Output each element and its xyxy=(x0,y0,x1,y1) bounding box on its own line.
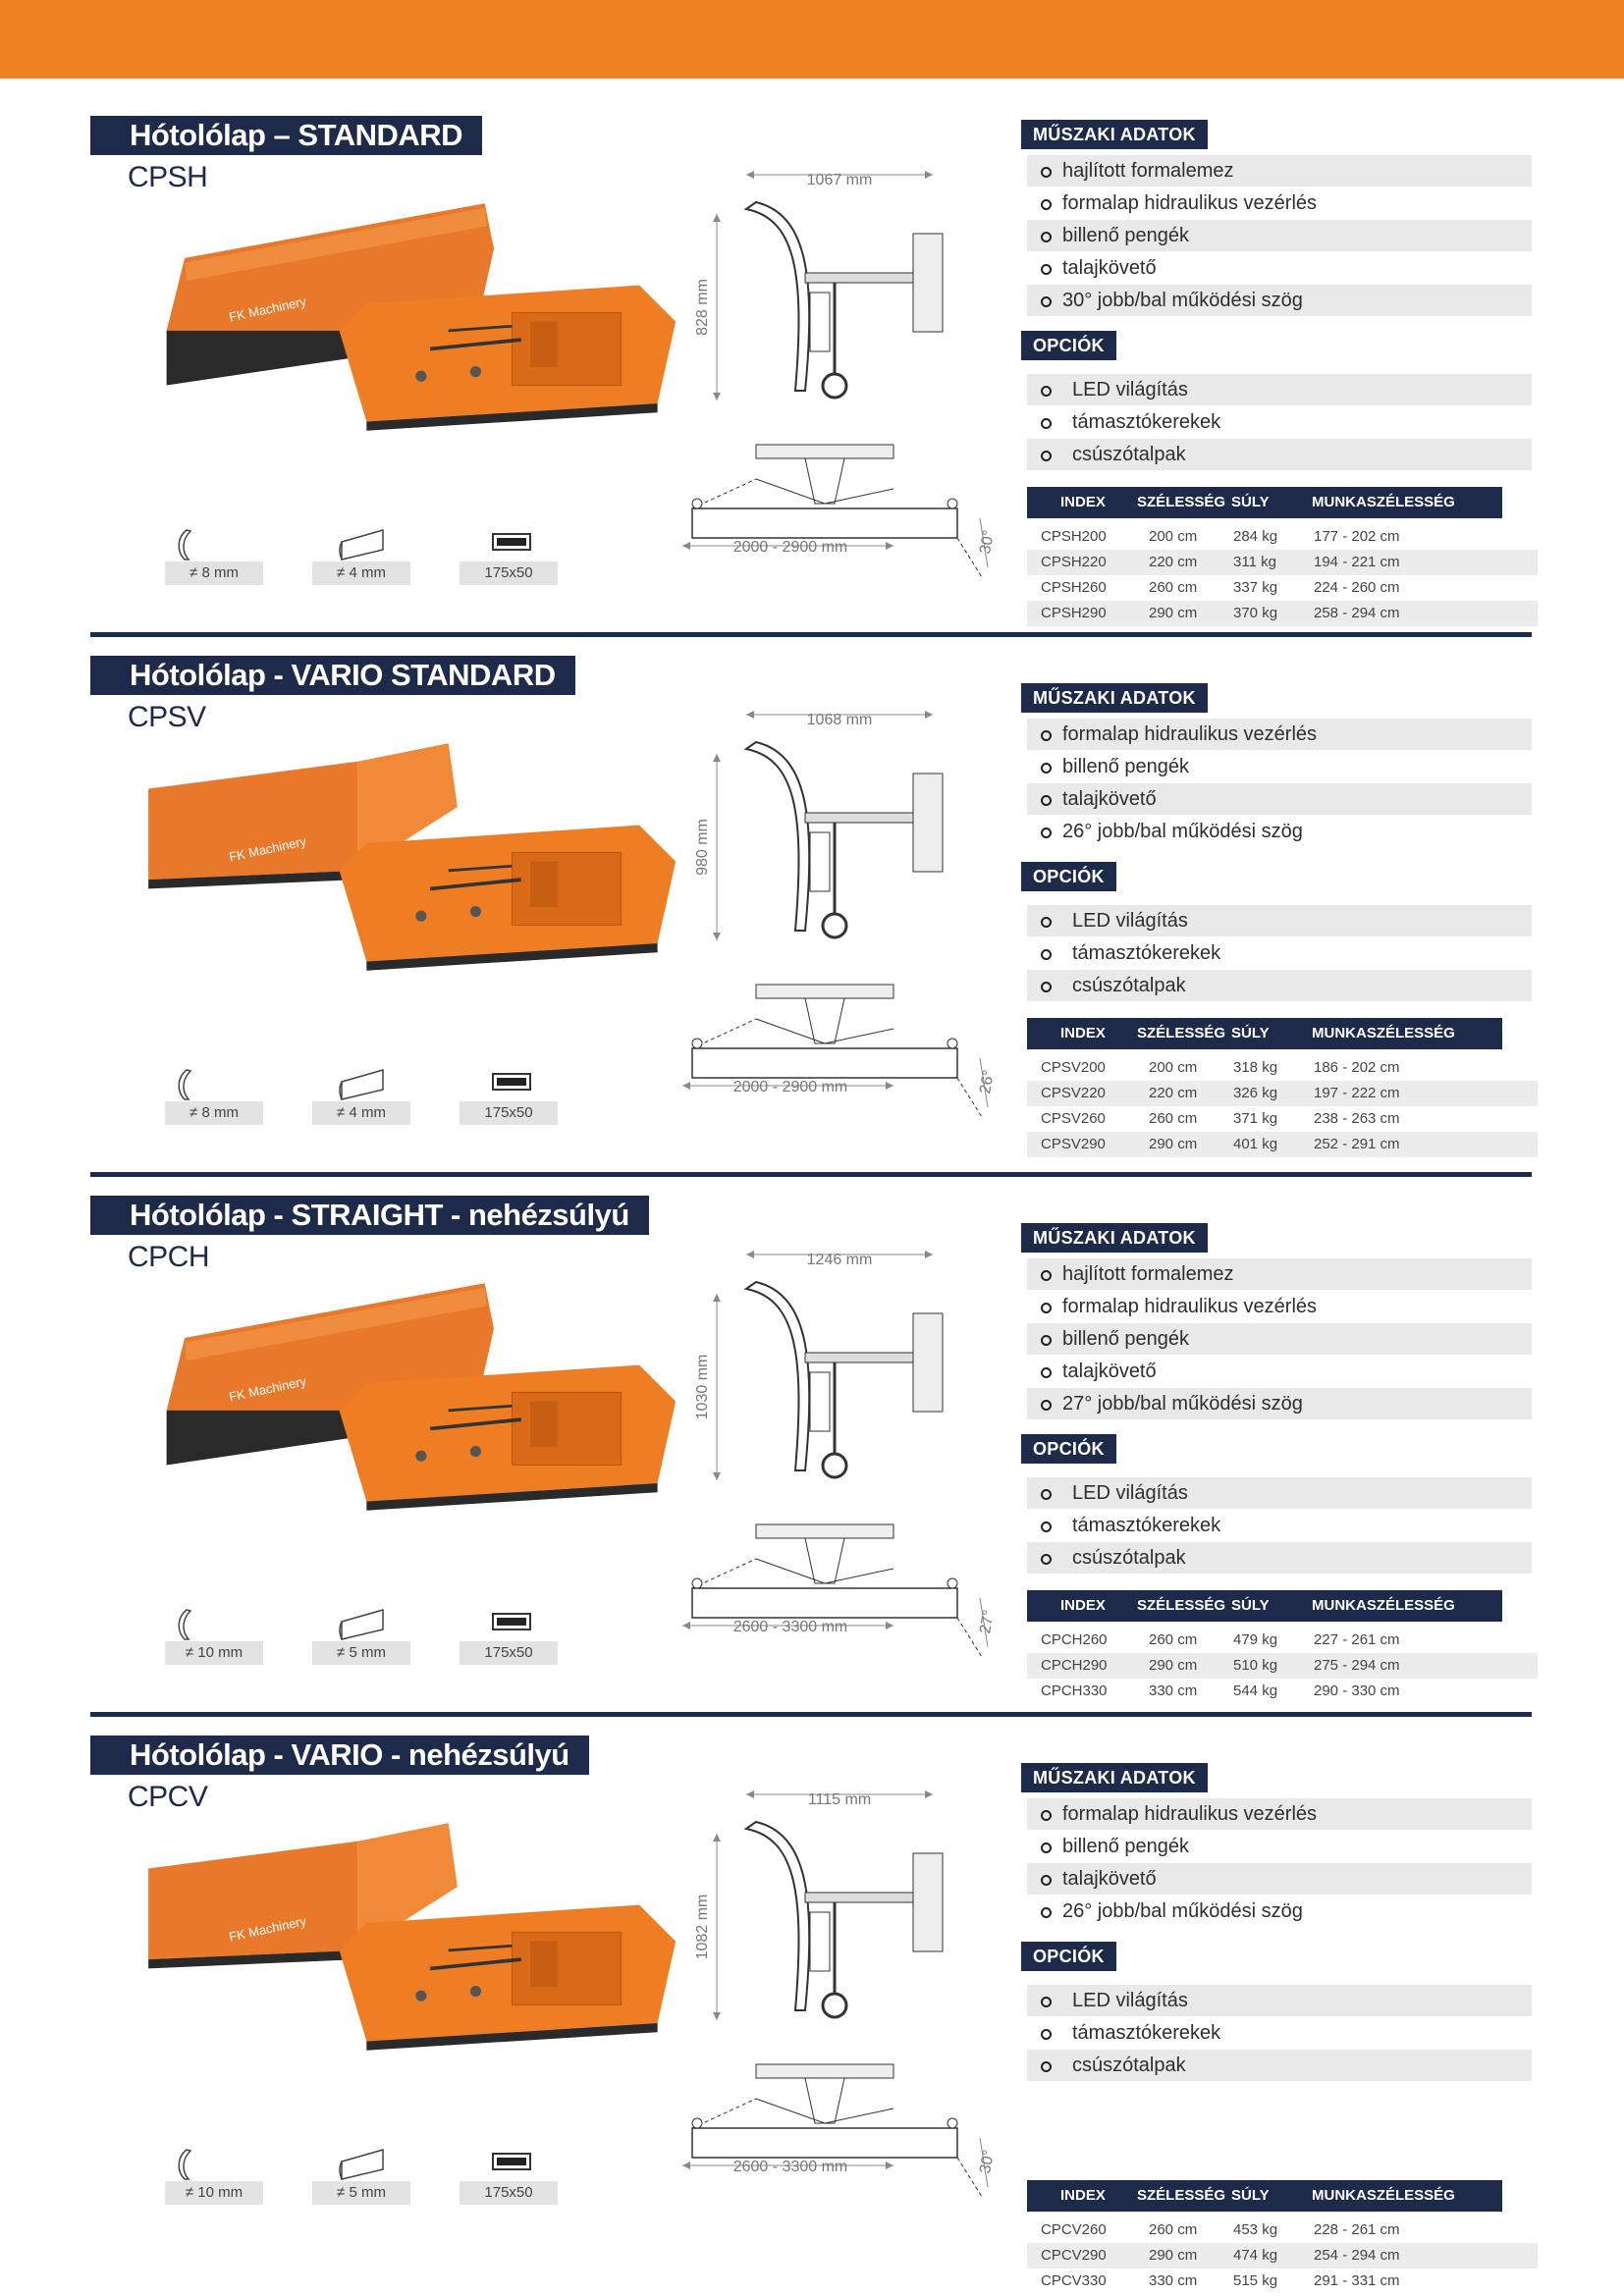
option-item-label: LED világítás xyxy=(1072,910,1188,932)
option-item-label: támasztókerekek xyxy=(1072,411,1221,433)
option-item-label: LED világítás xyxy=(1072,379,1188,400)
top-view-diagram xyxy=(668,430,1001,626)
table-cell: 290 cm xyxy=(1149,605,1198,621)
table-cell: 258 - 294 cm xyxy=(1314,605,1400,621)
option-item xyxy=(1027,1985,1532,2017)
product-section xyxy=(0,656,1624,1196)
option-item xyxy=(1027,439,1532,471)
options-header: OPCIÓK xyxy=(1021,862,1116,891)
option-item-label: támasztókerekek xyxy=(1072,1515,1221,1536)
blade-spec-item xyxy=(460,2148,558,2207)
blade-spec-item xyxy=(312,2148,410,2207)
bullet-icon xyxy=(1041,264,1052,275)
option-item-label: csúszótalpak xyxy=(1072,2055,1186,2076)
table-row xyxy=(1027,1106,1538,1132)
blade-spec-item xyxy=(460,528,558,587)
spec-item-label: talajkövető xyxy=(1062,257,1157,279)
bullet-icon xyxy=(1041,917,1052,928)
table-cell: 330 cm xyxy=(1149,2272,1198,2289)
table-cell: 311 kg xyxy=(1233,554,1276,570)
bullet-icon xyxy=(1041,2029,1052,2040)
curved-blade-icon xyxy=(165,528,263,561)
table-row xyxy=(1027,550,1538,575)
column-header: SÚLY xyxy=(1231,494,1270,510)
side-height-label: 980 mm xyxy=(694,819,711,876)
options-header: OPCIÓK xyxy=(1021,331,1116,360)
bullet-icon xyxy=(1041,1400,1052,1411)
spec-item xyxy=(1027,1896,1532,1928)
bullet-icon xyxy=(1041,2061,1052,2072)
table-row xyxy=(1027,524,1538,550)
option-item xyxy=(1027,1477,1532,1510)
table-row xyxy=(1027,1081,1538,1106)
blade-spec-item xyxy=(165,1068,263,1127)
table-cell: 260 cm xyxy=(1149,579,1198,596)
spec-item xyxy=(1027,220,1532,252)
table-row xyxy=(1027,575,1538,601)
option-item-label: LED világítás xyxy=(1072,1482,1188,1504)
blade-spec-item xyxy=(312,1608,410,1667)
blade-spec-item xyxy=(312,1068,410,1127)
table-cell: 370 kg xyxy=(1233,605,1278,621)
models-table xyxy=(1027,487,1538,626)
table-cell: 291 - 331 cm xyxy=(1314,2272,1400,2289)
table-cell: 318 kg xyxy=(1233,1059,1278,1076)
product-section xyxy=(0,116,1624,656)
curved-blade-icon xyxy=(165,1608,263,1641)
product-code: CPCH xyxy=(128,1241,210,1273)
option-item-label: csúszótalpak xyxy=(1072,444,1186,465)
section-divider xyxy=(90,632,1532,637)
table-cell: 544 kg xyxy=(1233,1682,1278,1699)
product-photo xyxy=(108,1274,707,1520)
spec-item-label: 26° jobb/bal működési szög xyxy=(1062,821,1303,842)
blade-spec-label: 175x50 xyxy=(460,1101,558,1125)
product-title: Hótolólap - VARIO STANDARD xyxy=(90,656,575,695)
bullet-icon xyxy=(1041,1335,1052,1346)
table-cell: CPSV200 xyxy=(1041,1059,1106,1076)
spec-item-label: 30° jobb/bal működési szög xyxy=(1062,290,1303,311)
spec-item-label: billenő pengék xyxy=(1062,225,1189,246)
curved-blade-icon xyxy=(165,1068,263,1101)
table-cell: CPCH260 xyxy=(1041,1631,1108,1648)
spec-item-label: talajkövető xyxy=(1062,1868,1157,1890)
side-height-label: 1030 mm xyxy=(694,1354,711,1420)
side-width-label: 1067 mm xyxy=(806,172,873,188)
product-title: Hótolólap - STRAIGHT - nehézsúlyú xyxy=(90,1196,649,1235)
table-row xyxy=(1027,2217,1538,2243)
svg-text:FK Machinery: FK Machinery xyxy=(227,1913,308,1945)
table-cell: 275 - 294 cm xyxy=(1314,1657,1400,1674)
top-view-diagram xyxy=(668,970,1001,1166)
table-cell: CPSH260 xyxy=(1041,579,1107,596)
top-view-diagram xyxy=(668,1510,1001,1706)
bullet-icon xyxy=(1041,1842,1052,1853)
table-cell: 326 kg xyxy=(1233,1085,1278,1101)
spec-item xyxy=(1027,1291,1532,1323)
spec-item xyxy=(1027,719,1532,751)
side-view-diagram xyxy=(687,1775,992,2030)
blade-spec-item xyxy=(460,1068,558,1127)
option-item xyxy=(1027,374,1532,406)
table-cell: 290 - 330 cm xyxy=(1314,1682,1400,1699)
bullet-icon xyxy=(1041,451,1052,461)
option-item xyxy=(1027,1510,1532,1542)
flat-plate-icon xyxy=(312,2148,410,2181)
table-cell: 290 cm xyxy=(1149,1657,1198,1674)
column-header: SZÉLESSÉG xyxy=(1137,1597,1226,1614)
spec-item-label: talajkövető xyxy=(1062,1361,1157,1382)
specs-list xyxy=(1027,1258,1532,1420)
product-code: CPCV xyxy=(128,1781,208,1813)
table-body xyxy=(1027,1628,1538,1704)
svg-text:FK Machinery: FK Machinery xyxy=(227,294,308,325)
spec-column xyxy=(1021,1196,1532,1735)
top-angle-label: 26° xyxy=(977,1068,999,1095)
spec-item xyxy=(1027,1863,1532,1896)
table-row xyxy=(1027,2269,1538,2294)
column-header: INDEX xyxy=(1060,1025,1106,1041)
product-title: Hótolólap – STANDARD xyxy=(90,116,482,155)
blade-spec-label: ≠ 10 mm xyxy=(165,2181,263,2205)
table-header xyxy=(1027,2180,1502,2212)
spec-item-label: formalap hidraulikus vezérlés xyxy=(1062,192,1318,214)
specs-header: MŰSZAKI ADATOK xyxy=(1021,120,1208,149)
bullet-icon xyxy=(1041,1367,1052,1378)
models-table xyxy=(1027,1018,1538,1157)
table-cell: 177 - 202 cm xyxy=(1314,528,1400,545)
column-header: INDEX xyxy=(1060,2187,1106,2204)
product-code: CPSH xyxy=(128,161,208,193)
blade-spec-label: ≠ 4 mm xyxy=(312,561,410,585)
table-cell: CPCV260 xyxy=(1041,2221,1107,2238)
table-cell: 401 kg xyxy=(1233,1136,1278,1152)
table-row xyxy=(1027,1653,1538,1679)
table-row xyxy=(1027,1055,1538,1081)
bullet-icon xyxy=(1041,1554,1052,1565)
bullet-icon xyxy=(1041,730,1052,741)
specs-list xyxy=(1027,155,1532,317)
table-cell: 290 cm xyxy=(1149,2247,1198,2264)
table-header xyxy=(1027,1590,1502,1622)
table-cell: 194 - 221 cm xyxy=(1314,554,1400,570)
table-cell: 479 kg xyxy=(1233,1631,1278,1648)
blade-spec-item xyxy=(165,2148,263,2207)
spec-item-label: hajlított formalemez xyxy=(1062,160,1234,182)
spec-column xyxy=(1021,116,1532,656)
column-header: SÚLY xyxy=(1231,2187,1270,2204)
table-cell: 197 - 222 cm xyxy=(1314,1085,1400,1101)
top-width-label: 2600 - 3300 mm xyxy=(732,2159,848,2175)
side-view-diagram xyxy=(687,1235,992,1490)
bullet-icon xyxy=(1041,763,1052,774)
options-header: OPCIÓK xyxy=(1021,1942,1116,1971)
table-row xyxy=(1027,1628,1538,1653)
flat-plate-icon xyxy=(312,528,410,561)
option-item-label: támasztókerekek xyxy=(1072,2022,1221,2044)
table-body xyxy=(1027,524,1538,626)
side-width-label: 1115 mm xyxy=(807,1791,872,1808)
top-orange-bar xyxy=(0,0,1624,79)
models-table xyxy=(1027,1590,1538,1704)
product-section xyxy=(0,1196,1624,1735)
spec-item-label: 26° jobb/bal működési szög xyxy=(1062,1900,1303,1922)
top-width-label: 2600 - 3300 mm xyxy=(732,1619,848,1635)
side-height-label: 828 mm xyxy=(694,279,711,336)
table-cell: 515 kg xyxy=(1233,2272,1278,2289)
rubber-edge-icon xyxy=(460,1068,558,1101)
spec-item-label: 27° jobb/bal működési szög xyxy=(1062,1393,1303,1415)
side-height-label: 1082 mm xyxy=(694,1894,711,1960)
spec-item xyxy=(1027,751,1532,783)
bullet-icon xyxy=(1041,1489,1052,1500)
table-cell: 228 - 261 cm xyxy=(1314,2221,1400,2238)
table-header xyxy=(1027,1018,1502,1049)
option-item-label: támasztókerekek xyxy=(1072,942,1221,964)
spec-column xyxy=(1021,656,1532,1196)
option-item-label: LED világítás xyxy=(1072,1990,1188,2011)
spec-item xyxy=(1027,1323,1532,1356)
bullet-icon xyxy=(1041,1270,1052,1281)
spec-item-label: talajkövető xyxy=(1062,788,1157,810)
bullet-icon xyxy=(1041,982,1052,992)
side-view-diagram xyxy=(687,155,992,410)
options-list xyxy=(1027,1985,1532,2082)
column-header: MUNKASZÉLESSÉG xyxy=(1312,1597,1455,1614)
blade-spec-icons xyxy=(165,1068,558,1127)
product-photo xyxy=(108,194,707,440)
table-cell: 254 - 294 cm xyxy=(1314,2247,1400,2264)
bullet-icon xyxy=(1041,1522,1052,1532)
table-cell: CPCH290 xyxy=(1041,1657,1108,1674)
table-cell: 337 kg xyxy=(1233,579,1278,596)
table-cell: 510 kg xyxy=(1233,1657,1278,1674)
table-cell: CPSV290 xyxy=(1041,1136,1106,1152)
blade-spec-label: ≠ 10 mm xyxy=(165,1641,263,1665)
blade-spec-label: ≠ 5 mm xyxy=(312,2181,410,2205)
table-cell: 260 cm xyxy=(1149,2221,1198,2238)
blade-spec-label: ≠ 5 mm xyxy=(312,1641,410,1665)
spec-item xyxy=(1027,1356,1532,1388)
bullet-icon xyxy=(1041,949,1052,960)
spec-item-label: formalap hidraulikus vezérlés xyxy=(1062,723,1318,745)
spec-item xyxy=(1027,1831,1532,1863)
column-header: SZÉLESSÉG xyxy=(1137,494,1226,510)
curved-blade-icon xyxy=(165,2148,263,2181)
column-header: MUNKASZÉLESSÉG xyxy=(1312,2187,1455,2204)
bullet-icon xyxy=(1041,795,1052,806)
table-row xyxy=(1027,1132,1538,1157)
options-list xyxy=(1027,905,1532,1002)
table-cell: CPSH200 xyxy=(1041,528,1107,545)
spec-item-label: billenő pengék xyxy=(1062,756,1189,777)
side-width-label: 1068 mm xyxy=(806,712,873,728)
table-cell: 238 - 263 cm xyxy=(1314,1110,1400,1127)
spec-item xyxy=(1027,155,1532,187)
column-header: INDEX xyxy=(1060,494,1106,510)
spec-item-label: formalap hidraulikus vezérlés xyxy=(1062,1803,1318,1825)
table-cell: 200 cm xyxy=(1149,528,1198,545)
blade-spec-label: 175x50 xyxy=(460,2181,558,2205)
table-body xyxy=(1027,1055,1538,1157)
option-item-label: csúszótalpak xyxy=(1072,1547,1186,1569)
table-cell: 252 - 291 cm xyxy=(1314,1136,1400,1152)
options-list xyxy=(1027,1477,1532,1575)
spec-column xyxy=(1021,1735,1532,2289)
spec-item-label: formalap hidraulikus vezérlés xyxy=(1062,1296,1318,1317)
option-item xyxy=(1027,905,1532,937)
top-angle-label: 30° xyxy=(977,528,999,556)
top-angle-label: 27° xyxy=(977,1608,999,1635)
column-header: MUNKASZÉLESSÉG xyxy=(1312,1025,1455,1041)
models-table xyxy=(1027,2180,1538,2294)
bullet-icon xyxy=(1041,1303,1052,1313)
table-cell: CPCH330 xyxy=(1041,1682,1108,1699)
product-title: Hótolólap - VARIO - nehézsúlyú xyxy=(90,1735,589,1775)
flat-plate-icon xyxy=(312,1608,410,1641)
specs-header: MŰSZAKI ADATOK xyxy=(1021,1763,1208,1792)
options-header: OPCIÓK xyxy=(1021,1434,1116,1464)
bullet-icon xyxy=(1041,167,1052,178)
flat-plate-icon xyxy=(312,1068,410,1101)
options-list xyxy=(1027,374,1532,471)
option-item-label: csúszótalpak xyxy=(1072,975,1186,996)
top-view-diagram xyxy=(668,2050,1001,2246)
table-cell: 220 cm xyxy=(1149,554,1198,570)
option-item xyxy=(1027,406,1532,439)
top-width-label: 2000 - 2900 mm xyxy=(732,1079,848,1095)
table-cell: 284 kg xyxy=(1233,528,1278,545)
spec-item xyxy=(1027,783,1532,816)
spec-item xyxy=(1027,187,1532,220)
spec-item xyxy=(1027,816,1532,848)
bullet-icon xyxy=(1041,1907,1052,1918)
table-cell: 453 kg xyxy=(1233,2221,1278,2238)
bullet-icon xyxy=(1041,296,1052,307)
table-row xyxy=(1027,1679,1538,1704)
bullet-icon xyxy=(1041,828,1052,838)
specs-list xyxy=(1027,719,1532,848)
column-header: SZÉLESSÉG xyxy=(1137,2187,1226,2204)
column-header: SÚLY xyxy=(1231,1597,1270,1614)
specs-list xyxy=(1027,1798,1532,1928)
spec-item xyxy=(1027,1258,1532,1291)
table-cell: CPSV260 xyxy=(1041,1110,1106,1127)
side-width-label: 1246 mm xyxy=(806,1252,873,1268)
column-header: MUNKASZÉLESSÉG xyxy=(1312,494,1455,510)
svg-text:FK Machinery: FK Machinery xyxy=(227,1373,308,1405)
column-header: SZÉLESSÉG xyxy=(1137,1025,1226,1041)
spec-item-label: hajlított formalemez xyxy=(1062,1263,1234,1285)
table-cell: 227 - 261 cm xyxy=(1314,1631,1400,1648)
option-item xyxy=(1027,937,1532,970)
svg-text:FK Machinery: FK Machinery xyxy=(227,833,308,865)
spec-item xyxy=(1027,285,1532,317)
bullet-icon xyxy=(1041,1810,1052,1821)
bullet-icon xyxy=(1041,1875,1052,1886)
section-divider xyxy=(90,1172,1532,1177)
rubber-edge-icon xyxy=(460,1608,558,1641)
table-cell: 474 kg xyxy=(1233,2247,1278,2264)
product-code: CPSV xyxy=(128,701,206,733)
table-cell: 290 cm xyxy=(1149,1136,1198,1152)
blade-spec-icons xyxy=(165,1608,558,1667)
table-row xyxy=(1027,2243,1538,2269)
product-photo xyxy=(108,734,707,980)
blade-spec-item xyxy=(312,528,410,587)
table-cell: 260 cm xyxy=(1149,1110,1198,1127)
column-header: INDEX xyxy=(1060,1597,1106,1614)
table-cell: CPSH220 xyxy=(1041,554,1107,570)
bullet-icon xyxy=(1041,386,1052,397)
rubber-edge-icon xyxy=(460,2148,558,2181)
side-view-diagram xyxy=(687,695,992,950)
bullet-icon xyxy=(1041,199,1052,210)
table-header xyxy=(1027,487,1502,518)
specs-header: MŰSZAKI ADATOK xyxy=(1021,1223,1208,1253)
top-width-label: 2000 - 2900 mm xyxy=(732,539,848,556)
option-item xyxy=(1027,2050,1532,2082)
spec-item-label: billenő pengék xyxy=(1062,1836,1189,1857)
blade-spec-label: ≠ 8 mm xyxy=(165,561,263,585)
blade-spec-label: 175x50 xyxy=(460,561,558,585)
option-item xyxy=(1027,970,1532,1002)
table-cell: CPSV220 xyxy=(1041,1085,1106,1101)
table-cell: 186 - 202 cm xyxy=(1314,1059,1400,1076)
blade-spec-icons xyxy=(165,528,558,587)
spec-item xyxy=(1027,1388,1532,1420)
product-photo xyxy=(108,1814,707,2059)
table-cell: CPSH290 xyxy=(1041,605,1107,621)
table-cell: 200 cm xyxy=(1149,1059,1198,1076)
table-cell: 220 cm xyxy=(1149,1085,1198,1101)
blade-spec-label: 175x50 xyxy=(460,1641,558,1665)
specs-header: MŰSZAKI ADATOK xyxy=(1021,683,1208,713)
product-section xyxy=(0,1735,1624,2289)
bullet-icon xyxy=(1041,232,1052,242)
table-body xyxy=(1027,2217,1538,2294)
table-cell: 330 cm xyxy=(1149,1682,1198,1699)
spec-item xyxy=(1027,252,1532,285)
blade-spec-label: ≠ 8 mm xyxy=(165,1101,263,1125)
table-cell: 371 kg xyxy=(1233,1110,1278,1127)
blade-spec-item xyxy=(165,1608,263,1667)
blade-spec-icons xyxy=(165,2148,558,2207)
spec-item-label: billenő pengék xyxy=(1062,1328,1189,1350)
blade-spec-item xyxy=(460,1608,558,1667)
blade-spec-item xyxy=(165,528,263,587)
bullet-icon xyxy=(1041,418,1052,429)
rubber-edge-icon xyxy=(460,528,558,561)
table-row xyxy=(1027,601,1538,626)
table-cell: 260 cm xyxy=(1149,1631,1198,1648)
blade-spec-label: ≠ 4 mm xyxy=(312,1101,410,1125)
top-angle-label: 30° xyxy=(977,2148,999,2175)
column-header: SÚLY xyxy=(1231,1025,1270,1041)
table-cell: 224 - 260 cm xyxy=(1314,579,1400,596)
bullet-icon xyxy=(1041,1997,1052,2007)
option-item xyxy=(1027,1542,1532,1575)
table-cell: CPCV290 xyxy=(1041,2247,1107,2264)
table-cell: CPCV330 xyxy=(1041,2272,1107,2289)
option-item xyxy=(1027,2017,1532,2050)
section-divider xyxy=(90,1712,1532,1717)
spec-item xyxy=(1027,1798,1532,1831)
